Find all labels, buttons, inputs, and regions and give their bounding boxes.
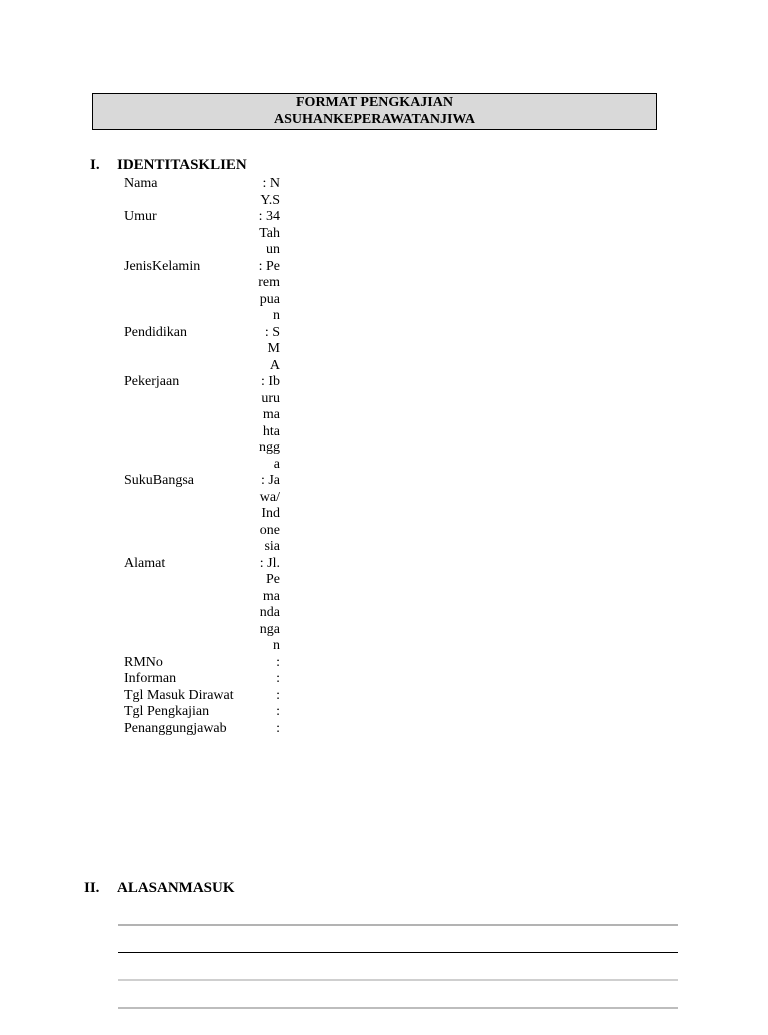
answer-lines <box>118 924 678 1035</box>
field-value: : <box>276 704 280 719</box>
field-value: : <box>276 671 280 686</box>
section-number: I. <box>90 157 100 173</box>
answer-line <box>118 924 678 926</box>
section-title: ALASANMASUK <box>117 880 235 896</box>
field-label: JenisKelamin <box>124 258 201 274</box>
field-row-pendidikan <box>124 325 324 375</box>
field-value: : Jl. Pemandangan <box>259 555 280 653</box>
field-value: : Perempuan <box>258 258 280 323</box>
field-label: Informan <box>124 671 177 686</box>
field-row-penanggungjawab <box>124 721 324 738</box>
field-label: Penanggungjawab <box>124 720 227 736</box>
answer-line <box>118 979 678 981</box>
field-label: Tgl Masuk Dirawat <box>124 687 234 703</box>
field-value: : <box>276 654 280 670</box>
document-title-box <box>92 93 657 130</box>
document-title-line-1: FORMAT PENGKAJIAN <box>296 95 453 110</box>
field-value: : 34Tahun <box>258 209 280 257</box>
field-label: RMNo <box>124 654 163 670</box>
field-value: : <box>276 720 280 736</box>
field-row-jenis-kelamin <box>124 259 324 325</box>
field-label: Pendidikan <box>124 324 187 340</box>
field-label: SukuBangsa <box>124 473 194 488</box>
field-value: : NY.S <box>260 176 280 208</box>
field-value: : SMA <box>264 324 280 373</box>
field-row-alamat <box>124 556 324 655</box>
field-row-nama <box>124 176 324 209</box>
field-label: Alamat <box>124 555 166 571</box>
section-number: II. <box>84 880 100 896</box>
field-label: Pekerjaan <box>124 374 180 389</box>
field-value: : Jawa/Indonesia <box>259 473 280 554</box>
document-title-line-2: ASUHANKEPERAWATANJIWA <box>274 112 475 127</box>
section-alasan-masuk-heading <box>0 880 768 897</box>
field-value: : Iburumahtangga <box>259 374 280 472</box>
field-row-rm-no <box>124 655 324 672</box>
field-row-suku-bangsa <box>124 473 324 556</box>
field-row-tgl-masuk-dirawat <box>124 688 324 705</box>
field-value: : <box>276 687 280 703</box>
answer-line <box>118 1007 678 1009</box>
field-label: Umur <box>124 209 157 224</box>
field-row-informan <box>124 671 324 688</box>
section-identitas-klien-heading <box>0 157 768 174</box>
field-label: Nama <box>124 176 158 191</box>
field-row-umur <box>124 209 324 259</box>
field-row-pekerjaan <box>124 374 324 473</box>
answer-line <box>118 952 678 953</box>
identity-field-list <box>124 176 324 737</box>
field-label: Tgl Pengkajian <box>124 704 210 719</box>
field-row-tgl-pengkajian <box>124 704 324 721</box>
section-title: IDENTITASKLIEN <box>117 157 247 173</box>
